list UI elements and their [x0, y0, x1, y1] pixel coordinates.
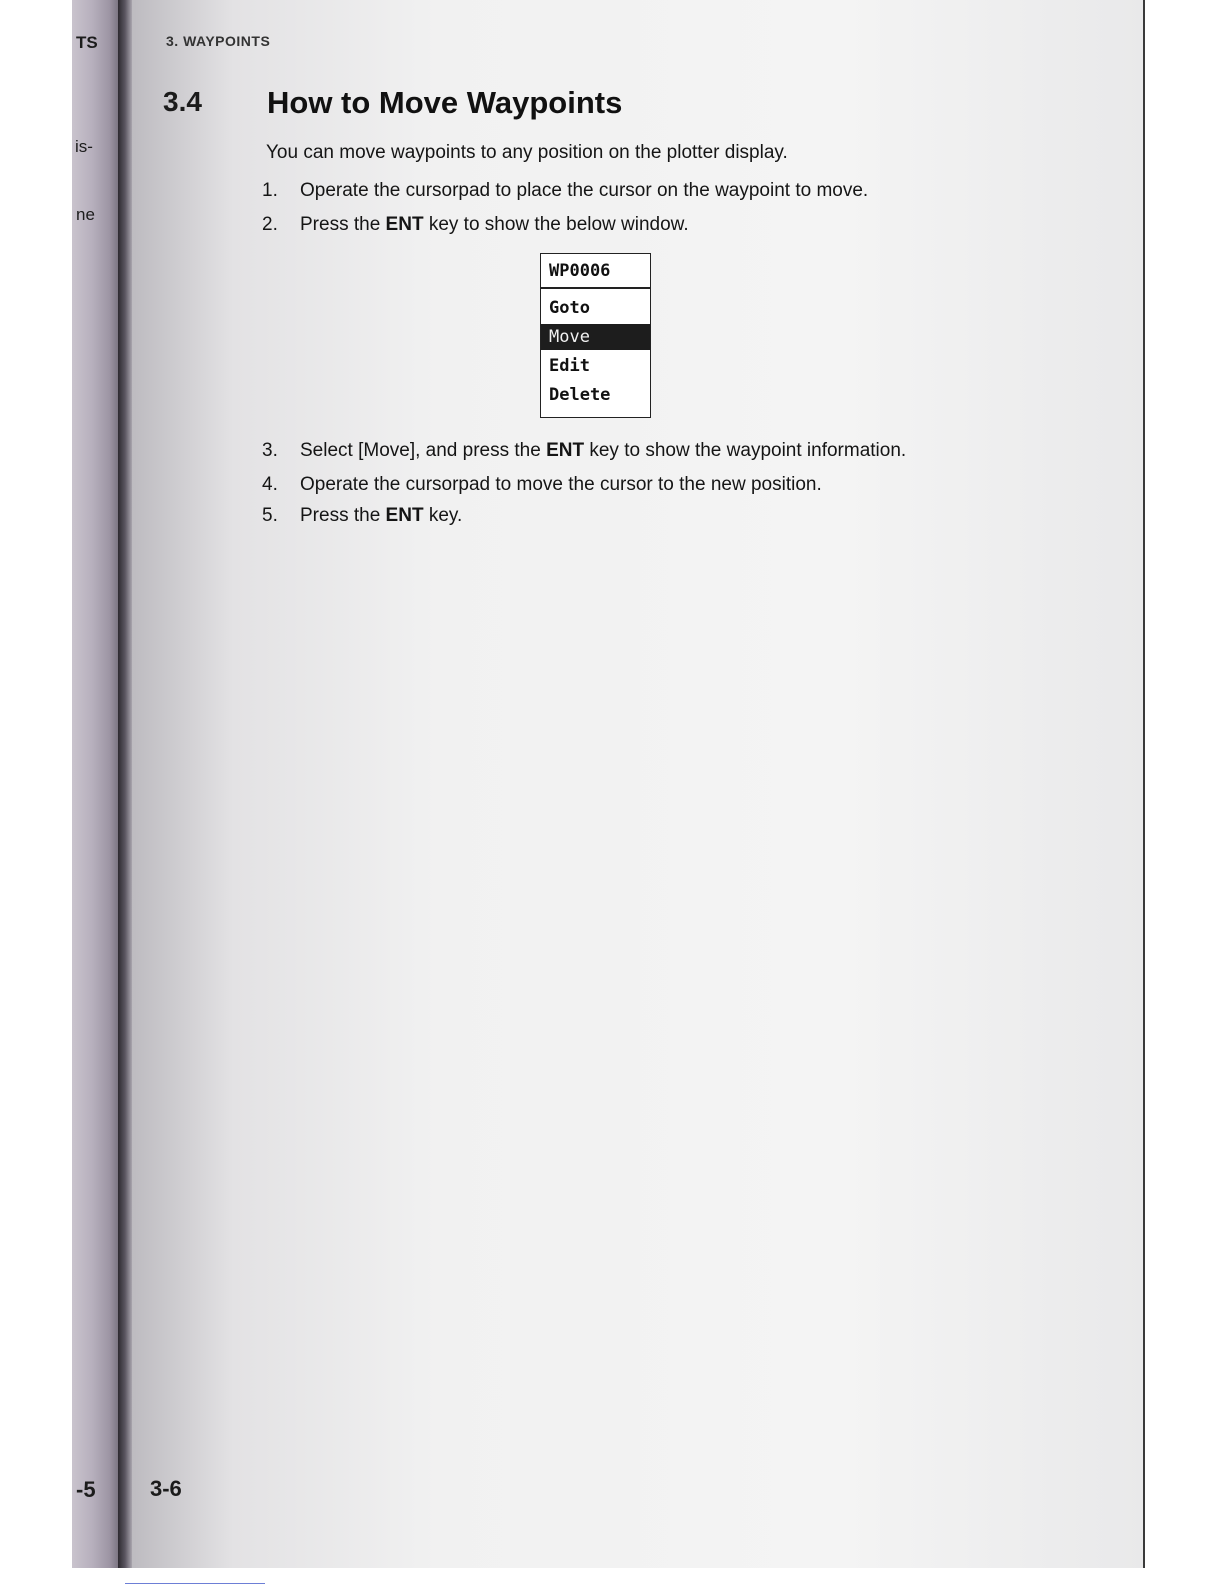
menu-item-delete[interactable]: Delete — [549, 385, 611, 405]
step-2 — [262, 214, 689, 236]
scan-margin-right — [1145, 0, 1225, 1585]
step-1 — [262, 180, 868, 202]
step-text: key to show the below window. — [423, 214, 689, 235]
menu-item-edit[interactable]: Edit — [549, 356, 590, 376]
step-text: Operate the cursorpad to place the cursor on the waypoint to move. — [300, 180, 869, 201]
page-number: 3-6 — [150, 1476, 182, 1501]
step-4 — [262, 474, 822, 496]
menu-item-goto[interactable]: Goto — [549, 298, 590, 318]
facing-page-fragment: ne — [76, 205, 95, 224]
previous-page-edge — [72, 0, 122, 1570]
step-number: 1. — [262, 180, 278, 201]
waypoint-menu-window — [540, 253, 651, 418]
step-number: 5. — [262, 505, 278, 526]
section-title: How to Move Waypoints — [267, 85, 623, 120]
step-3 — [262, 440, 906, 462]
facing-page-fragment: -5 — [76, 1477, 96, 1502]
intro-paragraph: You can move waypoints to any position on the plotter display. — [266, 142, 788, 163]
step-number: 4. — [262, 474, 278, 495]
facing-page-fragment: is- — [75, 137, 93, 156]
section-number: 3.4 — [163, 86, 202, 117]
step-text: Select [Move], and press the — [300, 440, 547, 461]
step-text: Operate the cursorpad to move the cursor to the new position. — [300, 474, 822, 495]
step-text: key to show the waypoint information. — [584, 440, 907, 461]
step-text: Press the — [300, 214, 386, 235]
key-name: ENT — [546, 440, 585, 461]
step-5 — [262, 505, 462, 527]
key-name: ENT — [385, 214, 424, 235]
key-name: ENT — [385, 505, 424, 526]
menu-divider — [541, 287, 650, 289]
scan-margin-left — [0, 0, 72, 1585]
step-text: key. — [423, 505, 463, 526]
bottom-link-line — [125, 1583, 265, 1584]
running-head: 3. WAYPOINTS — [166, 33, 271, 49]
step-number: 2. — [262, 214, 278, 235]
book-gutter — [118, 0, 132, 1570]
step-number: 3. — [262, 440, 278, 461]
menu-item-move[interactable]: Move — [541, 324, 650, 350]
facing-page-fragment: TS — [76, 33, 98, 52]
step-text: Press the — [300, 505, 386, 526]
menu-title: WP0006 — [549, 261, 611, 281]
